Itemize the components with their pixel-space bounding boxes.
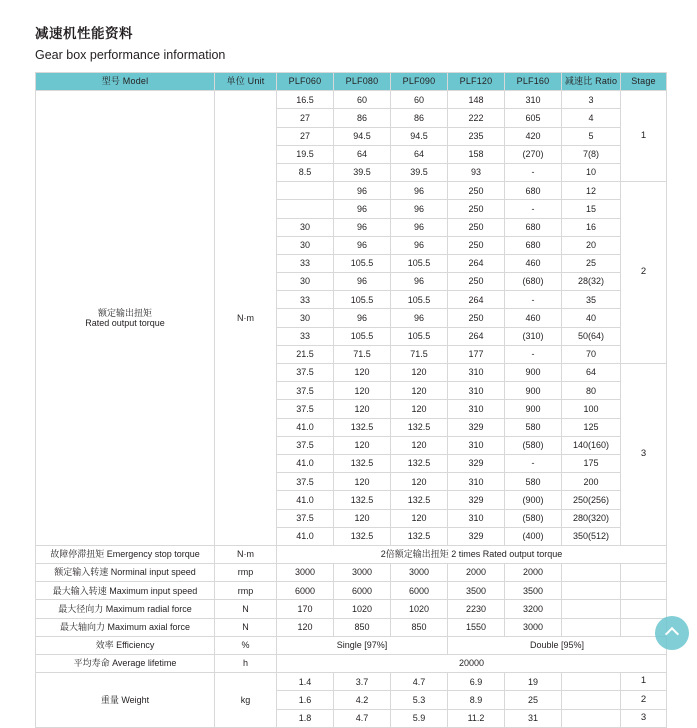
- cell-ratio: 125: [562, 418, 621, 436]
- cell-ratio: 175: [562, 454, 621, 472]
- cell-plf160: (580): [505, 436, 562, 454]
- cell-plf060: 30: [277, 218, 334, 236]
- cell-efficiency-single: Single [97%]: [277, 636, 448, 654]
- column-header-model: 型号 Model: [36, 73, 215, 91]
- cell-plf120: 148: [448, 91, 505, 109]
- cell-plf060: 1.8: [277, 709, 334, 727]
- cell-plf080: 4.2: [334, 691, 391, 709]
- cell-plf080: 96: [334, 182, 391, 200]
- cell-plf080: 1020: [334, 600, 391, 618]
- cell-plf060: 33: [277, 327, 334, 345]
- cell-unit: N·m: [215, 545, 277, 563]
- cell-plf080: 3.7: [334, 673, 391, 691]
- cell-ratio-empty: [562, 600, 621, 618]
- table-row-maximum-radial-force: [36, 600, 667, 618]
- cell-plf120: 235: [448, 127, 505, 145]
- cell-plf160: -: [505, 345, 562, 363]
- cell-ratio: 40: [562, 309, 621, 327]
- cell-plf090: 60: [391, 91, 448, 109]
- cell-plf160: 3000: [505, 618, 562, 636]
- cell-plf060: 37.5: [277, 382, 334, 400]
- gearbox-performance-table: [35, 72, 667, 728]
- table-row-efficiency: [36, 636, 667, 654]
- page-title-en: Gear box performance information: [35, 48, 226, 62]
- cell-plf060: 30: [277, 273, 334, 291]
- cell-plf090: 71.5: [391, 345, 448, 363]
- cell-plf060: 8.5: [277, 163, 334, 181]
- cell-plf160: (900): [505, 491, 562, 509]
- cell-plf060: 21.5: [277, 345, 334, 363]
- cell-ratio-empty: [562, 618, 621, 636]
- cell-ratio: 20: [562, 236, 621, 254]
- cell-plf080: 64: [334, 145, 391, 163]
- cell-plf060: 37.5: [277, 364, 334, 382]
- cell-plf060: 120: [277, 618, 334, 636]
- cell-plf080: 120: [334, 400, 391, 418]
- table-row-weight: [36, 673, 667, 691]
- cell-ratio: 4: [562, 109, 621, 127]
- cell-plf090: 1020: [391, 600, 448, 618]
- cell-plf060: 41.0: [277, 418, 334, 436]
- cell-plf090: 6000: [391, 582, 448, 600]
- cell-plf160: (580): [505, 509, 562, 527]
- cell-plf080: 71.5: [334, 345, 391, 363]
- cell-plf080: 39.5: [334, 163, 391, 181]
- cell-plf090: 96: [391, 236, 448, 254]
- cell-plf160: 3200: [505, 600, 562, 618]
- cell-plf160: 580: [505, 418, 562, 436]
- table-row-average-lifetime: [36, 655, 667, 673]
- row-label-cn: 额定输出扭矩: [97, 307, 152, 318]
- cell-plf080: 60: [334, 91, 391, 109]
- cell-plf080: 105.5: [334, 291, 391, 309]
- cell-plf120: 329: [448, 527, 505, 545]
- cell-plf090: 64: [391, 145, 448, 163]
- cell-unit: rmp: [215, 582, 277, 600]
- cell-plf080: 96: [334, 200, 391, 218]
- cell-plf160: 3500: [505, 582, 562, 600]
- cell-plf080: 96: [334, 236, 391, 254]
- cell-plf080: 120: [334, 364, 391, 382]
- cell-plf080: 120: [334, 473, 391, 491]
- cell-plf120: 3500: [448, 582, 505, 600]
- row-label-maximum-radial-force: 最大径向力 Maximum radial force: [36, 600, 215, 618]
- cell-unit: N·m: [215, 91, 277, 546]
- cell-stage-2: 2: [621, 182, 667, 364]
- cell-plf160: 460: [505, 254, 562, 272]
- cell-ratio-empty: [562, 709, 621, 727]
- cell-plf160: 680: [505, 182, 562, 200]
- cell-plf090: 86: [391, 109, 448, 127]
- cell-plf080: 120: [334, 382, 391, 400]
- cell-plf090: 105.5: [391, 291, 448, 309]
- cell-plf160: 420: [505, 127, 562, 145]
- cell-plf090: 3000: [391, 564, 448, 582]
- cell-plf080: 132.5: [334, 454, 391, 472]
- table-row-maximum-input-speed: [36, 582, 667, 600]
- cell-plf160: 605: [505, 109, 562, 127]
- cell-plf080: 86: [334, 109, 391, 127]
- cell-plf160: (680): [505, 273, 562, 291]
- cell-stage: 3: [621, 709, 667, 727]
- column-header-plf160: PLF160: [505, 73, 562, 91]
- cell-plf060: 6000: [277, 582, 334, 600]
- cell-ratio: 64: [562, 364, 621, 382]
- cell-stage: 2: [621, 691, 667, 709]
- cell-unit: rmp: [215, 564, 277, 582]
- cell-plf120: 250: [448, 200, 505, 218]
- cell-plf060: [277, 200, 334, 218]
- cell-plf060: 3000: [277, 564, 334, 582]
- cell-ratio: 3: [562, 91, 621, 109]
- cell-plf060: 41.0: [277, 491, 334, 509]
- table-body: [36, 91, 667, 728]
- cell-plf120: 264: [448, 327, 505, 345]
- column-header-plf080: PLF080: [334, 73, 391, 91]
- cell-plf080: 132.5: [334, 527, 391, 545]
- cell-ratio-empty: [562, 582, 621, 600]
- cell-ratio: 15: [562, 200, 621, 218]
- cell-stage-3: 3: [621, 364, 667, 546]
- cell-plf080: 6000: [334, 582, 391, 600]
- cell-ratio: 10: [562, 163, 621, 181]
- cell-plf120: 250: [448, 273, 505, 291]
- cell-ratio-empty: [562, 564, 621, 582]
- cell-plf090: 96: [391, 309, 448, 327]
- cell-ratio: 28(32): [562, 273, 621, 291]
- cell-plf120: 158: [448, 145, 505, 163]
- cell-unit: h: [215, 655, 277, 673]
- cell-plf120: 310: [448, 509, 505, 527]
- cell-plf090: 132.5: [391, 454, 448, 472]
- cell-plf090: 120: [391, 436, 448, 454]
- cell-plf120: 310: [448, 436, 505, 454]
- cell-plf060: 37.5: [277, 436, 334, 454]
- cell-ratio-empty: [562, 691, 621, 709]
- column-header-plf060: PLF060: [277, 73, 334, 91]
- cell-ratio: 35: [562, 291, 621, 309]
- cell-plf090: 120: [391, 400, 448, 418]
- page-title-cn: 减速机性能资料: [35, 26, 133, 41]
- cell-ratio: 12: [562, 182, 621, 200]
- cell-plf090: 96: [391, 182, 448, 200]
- cell-plf060: 1.4: [277, 673, 334, 691]
- cell-plf090: 850: [391, 618, 448, 636]
- cell-plf080: 94.5: [334, 127, 391, 145]
- cell-ratio: 25: [562, 254, 621, 272]
- cell-plf160: -: [505, 291, 562, 309]
- cell-stage: 1: [621, 673, 667, 691]
- cell-plf060: 33: [277, 254, 334, 272]
- cell-plf090: 120: [391, 509, 448, 527]
- cell-plf060: 33: [277, 291, 334, 309]
- cell-plf090: 96: [391, 218, 448, 236]
- cell-plf120: 310: [448, 473, 505, 491]
- cell-plf060: [277, 182, 334, 200]
- cell-ratio: 200: [562, 473, 621, 491]
- cell-plf160: -: [505, 200, 562, 218]
- cell-average-lifetime-value: 20000: [277, 655, 667, 673]
- cell-plf090: 4.7: [391, 673, 448, 691]
- cell-plf120: 250: [448, 218, 505, 236]
- cell-plf090: 132.5: [391, 491, 448, 509]
- cell-plf080: 132.5: [334, 418, 391, 436]
- cell-ratio: 70: [562, 345, 621, 363]
- cell-plf160: 680: [505, 218, 562, 236]
- row-label-average-lifetime: 平均寿命 Average lifetime: [36, 655, 215, 673]
- cell-plf120: 329: [448, 491, 505, 509]
- cell-plf080: 850: [334, 618, 391, 636]
- cell-plf120: 310: [448, 382, 505, 400]
- cell-emergency-stop-value: 2倍额定输出扭矩 2 times Rated output torque: [277, 545, 667, 563]
- cell-plf090: 39.5: [391, 163, 448, 181]
- cell-plf080: 105.5: [334, 327, 391, 345]
- cell-plf090: 120: [391, 473, 448, 491]
- table-row-emergency-stop-torque: [36, 545, 667, 563]
- cell-plf060: 170: [277, 600, 334, 618]
- cell-ratio: 280(320): [562, 509, 621, 527]
- cell-unit: N: [215, 600, 277, 618]
- cell-ratio: 100: [562, 400, 621, 418]
- cell-plf120: 264: [448, 291, 505, 309]
- column-header-stage: Stage: [621, 73, 667, 91]
- cell-plf060: 37.5: [277, 400, 334, 418]
- cell-stage-empty: [621, 564, 667, 582]
- cell-ratio: 80: [562, 382, 621, 400]
- column-header-unit: 单位 Unit: [215, 73, 277, 91]
- cell-plf080: 96: [334, 273, 391, 291]
- row-label-nominal-input-speed: 额定输入转速 Norminal input speed: [36, 564, 215, 582]
- cell-plf120: 329: [448, 454, 505, 472]
- cell-plf160: -: [505, 163, 562, 181]
- cell-plf120: 93: [448, 163, 505, 181]
- cell-ratio: 16: [562, 218, 621, 236]
- cell-plf160: 580: [505, 473, 562, 491]
- cell-plf160: 900: [505, 364, 562, 382]
- cell-plf090: 105.5: [391, 254, 448, 272]
- cell-plf060: 27: [277, 109, 334, 127]
- cell-plf090: 96: [391, 200, 448, 218]
- cell-plf160: (400): [505, 527, 562, 545]
- cell-plf060: 1.6: [277, 691, 334, 709]
- cell-plf120: 310: [448, 400, 505, 418]
- cell-plf160: 310: [505, 91, 562, 109]
- cell-unit: N: [215, 618, 277, 636]
- cell-plf120: 310: [448, 364, 505, 382]
- scroll-to-top-button[interactable]: [655, 616, 689, 650]
- cell-ratio: 50(64): [562, 327, 621, 345]
- cell-ratio: 7(8): [562, 145, 621, 163]
- table-header-row: [36, 73, 667, 91]
- cell-stage-1: 1: [621, 91, 667, 182]
- row-label-maximum-axial-force: 最大轴向力 Maximum axial force: [36, 618, 215, 636]
- row-label-weight: 重量 Weight: [36, 673, 215, 728]
- cell-plf120: 250: [448, 236, 505, 254]
- cell-plf090: 120: [391, 364, 448, 382]
- cell-plf090: 96: [391, 273, 448, 291]
- cell-plf060: 16.5: [277, 91, 334, 109]
- cell-stage-empty: [621, 600, 667, 618]
- cell-plf080: 132.5: [334, 491, 391, 509]
- cell-plf080: 105.5: [334, 254, 391, 272]
- cell-unit: %: [215, 636, 277, 654]
- cell-plf120: 250: [448, 182, 505, 200]
- cell-ratio: 250(256): [562, 491, 621, 509]
- row-label-rated-output-torque: [36, 91, 215, 546]
- cell-plf160: 31: [505, 709, 562, 727]
- table-row-nominal-input-speed: [36, 564, 667, 582]
- cell-efficiency-double: Double [95%]: [448, 636, 667, 654]
- cell-plf060: 41.0: [277, 454, 334, 472]
- cell-plf080: 96: [334, 309, 391, 327]
- cell-plf060: 37.5: [277, 509, 334, 527]
- cell-plf120: 8.9: [448, 691, 505, 709]
- cell-plf120: 6.9: [448, 673, 505, 691]
- cell-plf080: 3000: [334, 564, 391, 582]
- cell-plf080: 96: [334, 218, 391, 236]
- cell-plf090: 5.3: [391, 691, 448, 709]
- column-header-plf090: PLF090: [391, 73, 448, 91]
- cell-plf080: 120: [334, 436, 391, 454]
- cell-plf060: 37.5: [277, 473, 334, 491]
- cell-plf120: 2000: [448, 564, 505, 582]
- cell-plf120: 264: [448, 254, 505, 272]
- cell-plf120: 250: [448, 309, 505, 327]
- cell-plf160: 19: [505, 673, 562, 691]
- cell-plf160: 25: [505, 691, 562, 709]
- table-row-maximum-axial-force: [36, 618, 667, 636]
- table-header: [36, 73, 667, 91]
- cell-plf120: 11.2: [448, 709, 505, 727]
- cell-plf160: 900: [505, 382, 562, 400]
- cell-plf120: 177: [448, 345, 505, 363]
- cell-plf120: 222: [448, 109, 505, 127]
- cell-plf090: 120: [391, 382, 448, 400]
- column-header-ratio: 减速比 Ratio: [562, 73, 621, 91]
- cell-plf160: 680: [505, 236, 562, 254]
- cell-plf060: 30: [277, 236, 334, 254]
- cell-plf090: 132.5: [391, 418, 448, 436]
- cell-plf060: 30: [277, 309, 334, 327]
- cell-plf160: 900: [505, 400, 562, 418]
- cell-plf090: 5.9: [391, 709, 448, 727]
- cell-plf160: (310): [505, 327, 562, 345]
- cell-plf120: 2230: [448, 600, 505, 618]
- cell-plf090: 94.5: [391, 127, 448, 145]
- row-label-emergency-stop-torque: 故障停滞扭矩 Emergency stop torque: [36, 545, 215, 563]
- cell-ratio: 140(160): [562, 436, 621, 454]
- cell-plf160: 460: [505, 309, 562, 327]
- cell-plf160: -: [505, 454, 562, 472]
- cell-ratio: 5: [562, 127, 621, 145]
- cell-plf120: 329: [448, 418, 505, 436]
- row-label-en: Rated output torque: [85, 318, 165, 329]
- cell-plf120: 1550: [448, 618, 505, 636]
- cell-plf080: 4.7: [334, 709, 391, 727]
- row-label-efficiency: 效率 Efficiency: [36, 636, 215, 654]
- cell-plf160: 2000: [505, 564, 562, 582]
- cell-plf060: 27: [277, 127, 334, 145]
- table-row: [36, 91, 667, 109]
- cell-plf090: 105.5: [391, 327, 448, 345]
- cell-ratio-empty: [562, 673, 621, 691]
- cell-unit: kg: [215, 673, 277, 728]
- cell-stage-empty: [621, 582, 667, 600]
- row-label-maximum-input-speed: 最大输入转速 Maximum input speed: [36, 582, 215, 600]
- cell-ratio: 350(512): [562, 527, 621, 545]
- cell-plf090: 132.5: [391, 527, 448, 545]
- cell-plf160: (270): [505, 145, 562, 163]
- cell-plf060: 41.0: [277, 527, 334, 545]
- cell-plf060: 19.5: [277, 145, 334, 163]
- cell-plf080: 120: [334, 509, 391, 527]
- column-header-plf120: PLF120: [448, 73, 505, 91]
